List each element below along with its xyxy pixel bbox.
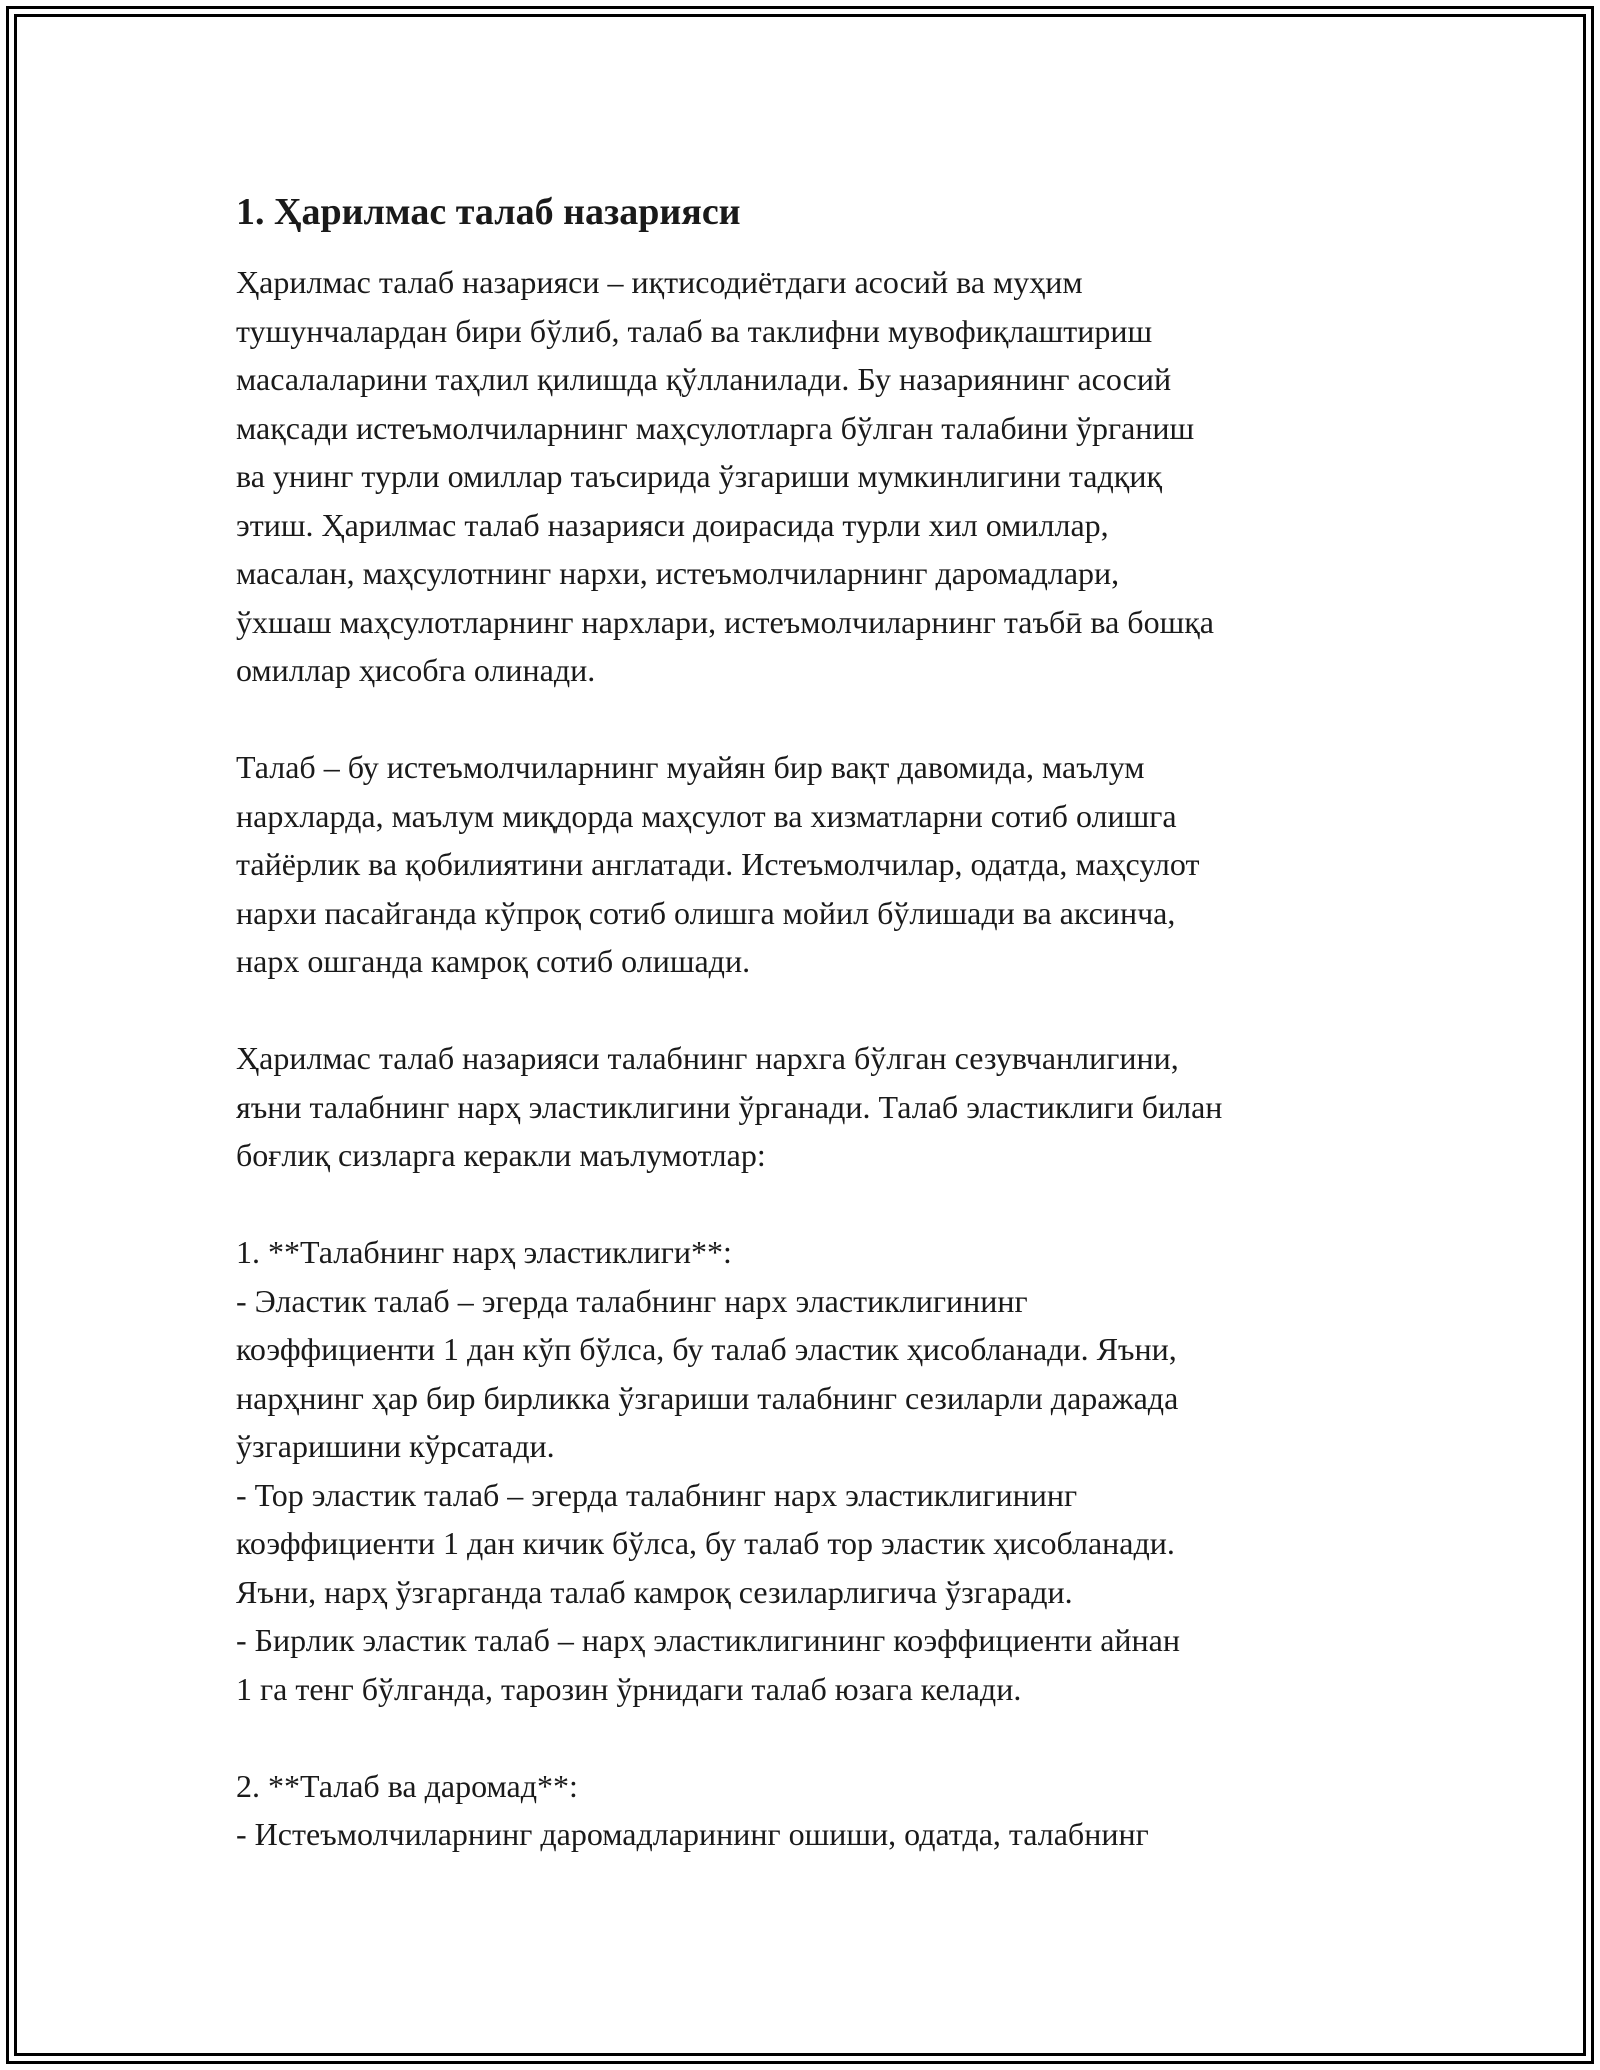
paragraph-spacer bbox=[236, 695, 1376, 744]
paragraph-demand-definition: Талаб – бу истеъмолчиларнинг муайян бир вақт давомида, маълум нархларда, маълум миқдорда маҳсулот ва хизматларни сотиб олишга тайёрлик ва қобилиятини англатади. Истеъмолчилар, одатда, маҳсулот нархи пасайганда кўпроқ сотиб олишга мойил бўлишади ва аксинча, нарх ошганда камроқ сотиб олишади. bbox=[236, 749, 1200, 979]
paragraph-intro: Ҳарилмас талаб назарияси – иқтисодиётдаги асосий ва муҳим тушунчалардан бири бўлиб, талаб ва таклифни мувофиқлаштириш масалаларини таҳлил қилишда қўлланилади. Бу назариянинг асосий мақсади истеъмолчиларнинг маҳсулотларга бўлган талабини ўрганиш ва унинг турли омиллар таъсирида ўзгариши мумкинлигини тадқиқ этиш. Ҳарилмас талаб назарияси доирасида турли хил омиллар, масалан, маҳсулотнинг нархи, истеъмолчиларнинг даромадлари, ўхшаш маҳсулотларнинг нархлари, истеъмолчиларнинг таъбӣ ва бошқа омиллар ҳисобга олинади. bbox=[236, 264, 1214, 688]
paragraph-elasticity-intro: Ҳарилмас талаб назарияси талабнинг нархга бўлган сезувчанлигини, яъни талабнинг нарҳ эластиклигини ўрганади. Талаб эластиклиги билан боғлиқ сизларга керакли маълумотлар: bbox=[236, 1040, 1223, 1173]
list-item-demand-income: 2. **Талаб ва даромад**: - Истеъмолчиларнинг даромадларининг ошиши, одатда, талабнинг bbox=[236, 1767, 1149, 1852]
section-heading: 1. Ҳарилмас талаб назарияси bbox=[236, 191, 741, 233]
document-body bbox=[236, 186, 1376, 1859]
paragraph-spacer bbox=[236, 1713, 1376, 1762]
paragraph-spacer bbox=[236, 986, 1376, 1035]
list-item-price-elasticity: 1. **Талабнинг нарҳ эластиклиги**: - Эластик талаб – эгерда талабнинг нарх эластиклигининг коэффициенти 1 дан кўп бўлса, бу талаб эластик ҳисобланади. Яъни, нарҳнинг ҳар бир бирликка ўзгариши талабнинг сезиларли даражада ўзгаришини кўрсатади. - Тор эластик талаб – эгерда талабнинг нарх эластиклигининг коэффициенти 1 дан кичик бўлса, бу талаб тор эластик ҳисобланади. Яъни, нарҳ ўзгарганда талаб камроқ сезиларлигича ўзгаради. - Бирлик эластик талаб – нарҳ эластиклигининг коэффициенти айнан 1 га тенг бўлганда, тарозин ўрнидаги талаб юзага келади. bbox=[236, 1234, 1180, 1707]
paragraph-spacer bbox=[236, 1180, 1376, 1229]
